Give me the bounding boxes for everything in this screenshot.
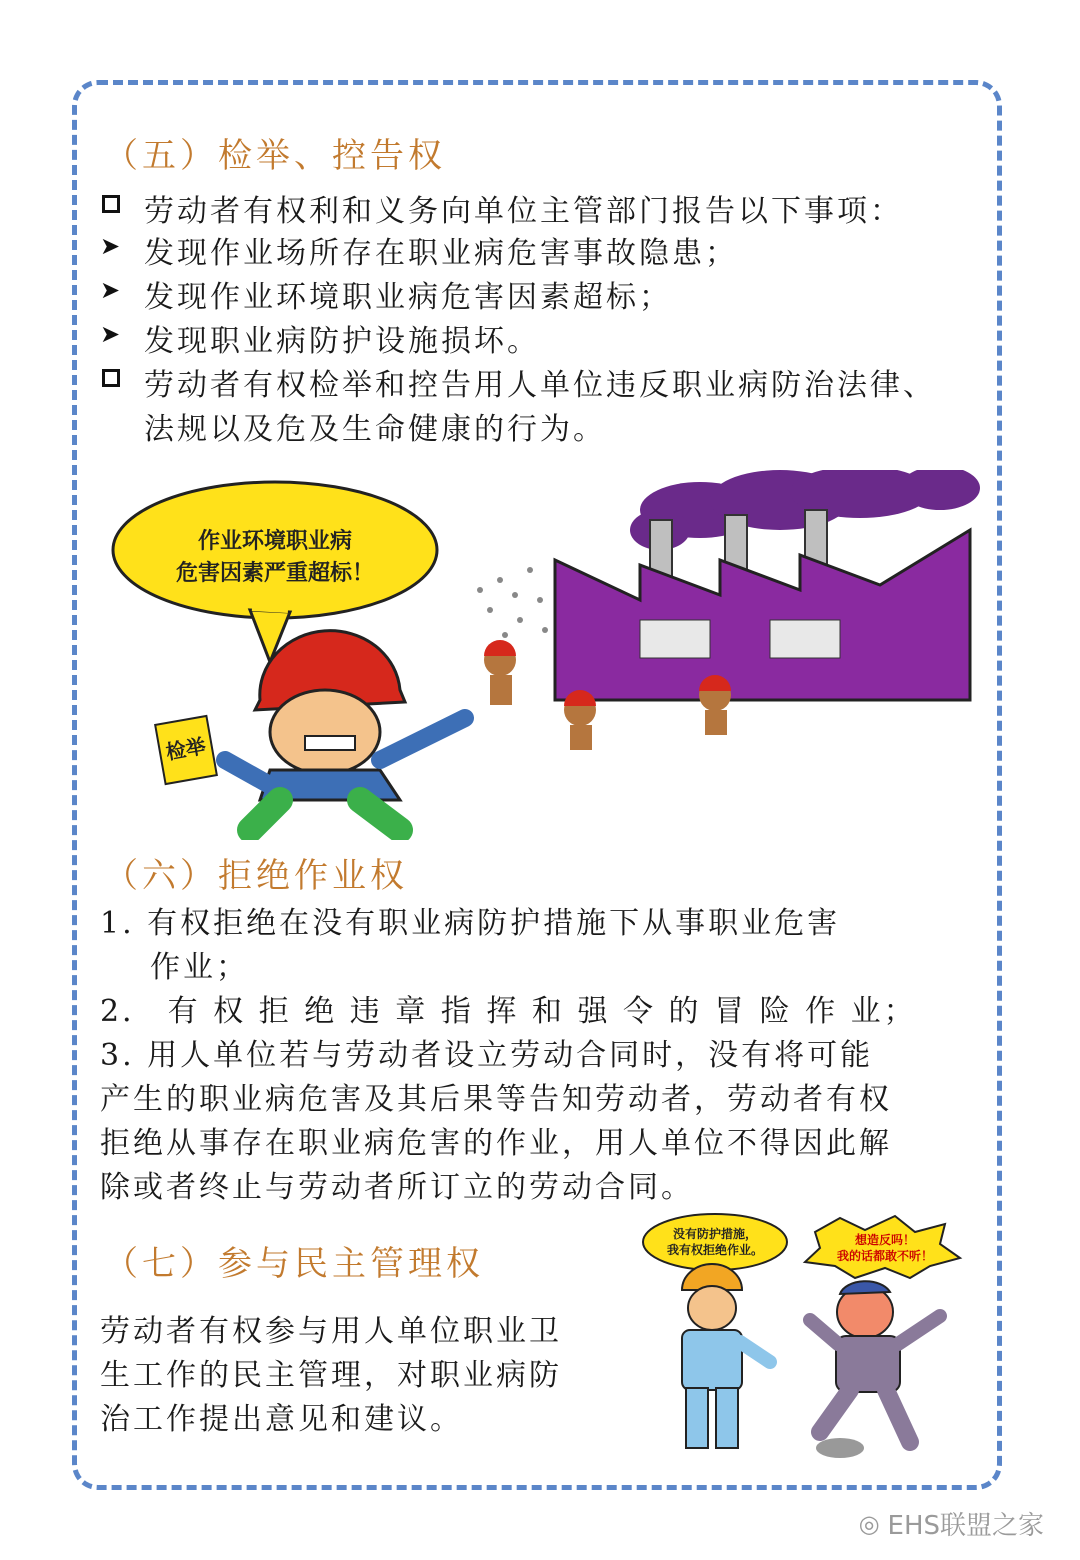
bubble1-line-1: 没有防护措施， [672, 1227, 758, 1241]
section5-item-5: 劳动者有权检举和控告用人单位违反职业病防治法律、 [144, 368, 936, 403]
section5-item-4: 发现职业病防护设施损坏。 [144, 324, 540, 359]
watermark-text: EHS联盟之家 [887, 1511, 1044, 1541]
section7-line-2: 生工作的民主管理，对职业病防 [100, 1358, 562, 1393]
arrow-bullet-icon: ➤ [100, 276, 121, 304]
section5-item-6: 法规以及危及生命健康的行为。 [144, 412, 606, 447]
section6-line-1: 1. 有权拒绝在没有职业病防护措施下从事职业危害 [100, 906, 841, 941]
bubble-line-1: 作业环境职业病 [197, 529, 353, 554]
square-bullet-icon [102, 195, 120, 213]
arrow-bullet-icon: ➤ [100, 320, 121, 348]
section5-item-3: 发现作业环境职业病危害因素超标； [144, 280, 672, 315]
section6-line-2: 作业； [150, 950, 249, 985]
section6-title: （六）拒绝作业权 [104, 856, 408, 896]
section5-item-2: 发现作业场所存在职业病危害事故隐患； [144, 236, 738, 271]
bubble1-line-2: 我有权拒绝作业。 [666, 1243, 764, 1257]
speech-bubble [113, 482, 437, 662]
calm-worker [682, 1264, 770, 1448]
section6-line-6: 拒绝从事存在职业病危害的作业，用人单位不得因此解 [100, 1126, 892, 1161]
sign-text: 检举 [164, 733, 208, 765]
section7-title: （七）参与民主管理权 [104, 1244, 484, 1284]
wechat-icon: ◎ [858, 1509, 880, 1538]
bubble-line-2: 危害因素严重超标！ [175, 561, 375, 586]
factory-building [555, 530, 970, 700]
section6-line-5: 产生的职业病危害及其后果等告知劳动者，劳动者有权 [100, 1082, 892, 1117]
factory-window [640, 620, 710, 658]
speech-bubble-angry [805, 1216, 960, 1278]
angry-boss [810, 1281, 940, 1458]
refusal-illustration [640, 1212, 980, 1472]
report-sign [155, 716, 217, 784]
section7-line-1: 劳动者有权参与用人单位职业卫 [100, 1314, 562, 1349]
whistleblower-worker [225, 631, 465, 830]
bubble2-line-2: 我的话都敢不听！ [836, 1249, 934, 1263]
section5-item-1: 劳动者有权利和义务向单位主管部门报告以下事项： [144, 194, 903, 229]
section6-line-7: 除或者终止与劳动者所订立的劳动合同。 [100, 1170, 694, 1205]
section5-title: （五）检举、控告权 [104, 136, 446, 176]
factory-window [770, 620, 840, 658]
bubble2-line-1: 想造反吗！ [854, 1233, 916, 1247]
square-bullet-icon [102, 369, 120, 387]
dust-cloud [477, 567, 548, 638]
section6-line-4: 3. 用人单位若与劳动者设立劳动合同时，没有将可能 [100, 1038, 874, 1073]
report-factory-illustration [100, 470, 980, 840]
arrow-bullet-icon: ➤ [100, 232, 121, 260]
watermark [859, 1505, 1044, 1542]
section6-line-3: 2． 有 权 拒 绝 违 章 指 挥 和 强 令 的 冒 险 作 业； [100, 994, 917, 1029]
section7-line-3: 治工作提出意见和建议。 [100, 1402, 463, 1437]
